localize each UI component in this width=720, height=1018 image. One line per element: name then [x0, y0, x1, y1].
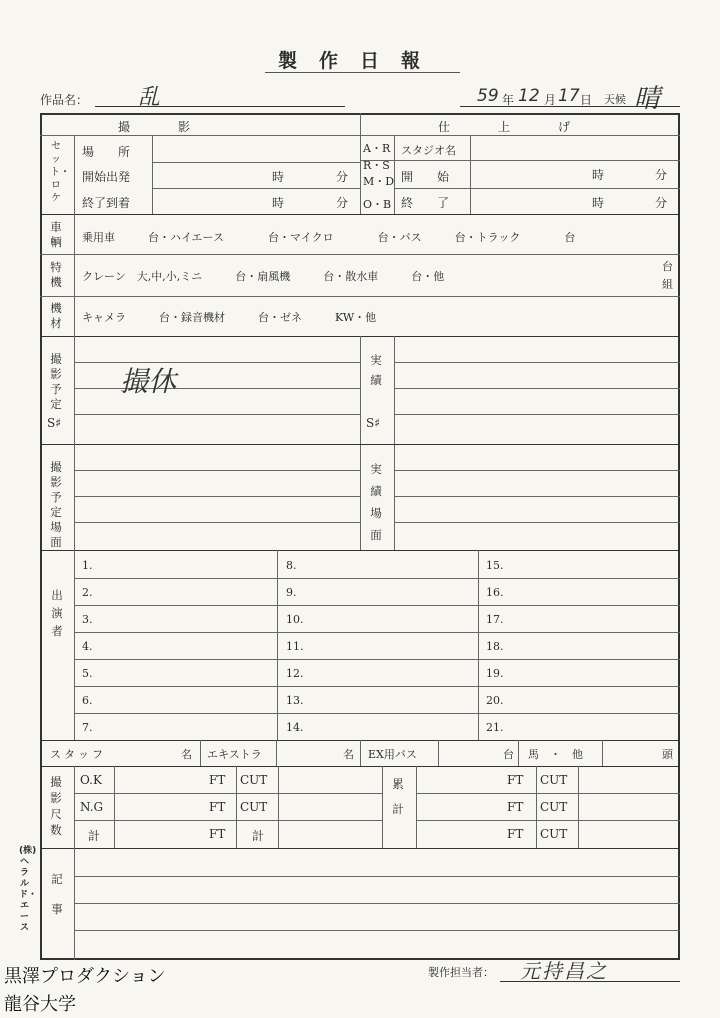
divider: [152, 188, 360, 189]
divider: [74, 713, 680, 714]
divider: [74, 793, 382, 794]
date-month: 12: [518, 86, 540, 106]
divider: [74, 605, 680, 606]
watermark-line-2: 龍谷大学: [4, 994, 76, 1015]
date-year-label: 年: [502, 93, 515, 107]
divider: [74, 848, 75, 960]
ar-label: A・R: [363, 142, 391, 155]
cum-cut-2: CUT: [540, 800, 568, 814]
schedule-label: 撮影予定: [50, 352, 62, 411]
divider: [152, 135, 153, 214]
ok-label: O.K: [80, 773, 102, 787]
cum-ft-2: FT: [507, 800, 524, 814]
ex-bus-label: EX用バス: [368, 748, 417, 761]
divider: [200, 740, 201, 766]
cast-number: 15.: [486, 559, 504, 572]
divider: [394, 336, 395, 550]
cast-number: 7.: [82, 721, 93, 734]
cast-number: 6.: [82, 694, 93, 707]
divider: [602, 740, 603, 766]
cast-number: 16.: [486, 586, 504, 599]
divider: [74, 214, 75, 342]
page-title: 製作日報: [277, 50, 442, 72]
set-loc-label: セット・ロケ: [50, 141, 70, 204]
schedule-handwritten: 撮休: [120, 365, 177, 398]
scenes-actual-label: 実績場面: [370, 462, 382, 542]
ob-label: O・B: [363, 198, 392, 211]
divider: [40, 214, 680, 215]
divider: [40, 848, 680, 849]
divider: [74, 686, 680, 687]
horse-label: 馬 ・ 他: [528, 748, 583, 761]
divider: [40, 135, 680, 136]
divider: [74, 632, 680, 633]
cast-label: 出 演 者: [51, 588, 75, 638]
divider: [416, 766, 417, 848]
divider: [394, 388, 680, 389]
extras-name-unit: 名: [343, 748, 354, 761]
finish-end-hour: 時: [592, 196, 605, 210]
cast-number: 5.: [82, 667, 93, 680]
divider: [394, 496, 680, 497]
finish-start-minute: 分: [655, 168, 668, 182]
finish-end-minute: 分: [655, 196, 668, 210]
cum-ft-1: FT: [507, 773, 524, 787]
cum-ft-3: FT: [507, 827, 524, 841]
cast-number: 3.: [82, 613, 93, 626]
manager-underline: [500, 981, 680, 982]
divider: [360, 160, 680, 161]
studio-label: スタジオ名: [401, 144, 456, 157]
ng-ft: FT: [209, 800, 226, 814]
watermark-line-1: 黒澤プロダクション: [4, 966, 166, 987]
divider: [394, 362, 680, 363]
cast-number: 12.: [286, 667, 304, 680]
work-name-value: 乱: [138, 85, 161, 110]
special-equipment-unit: 台 組: [662, 260, 673, 291]
divider: [470, 135, 471, 214]
cast-number: 20.: [486, 694, 504, 707]
cast-number: 8.: [286, 559, 297, 572]
finish-start-hour: 時: [592, 168, 605, 182]
end-hour-label: 時: [272, 196, 285, 210]
cast-number: 19.: [486, 667, 504, 680]
extras-label: エキストラ: [207, 748, 262, 761]
divider: [74, 496, 360, 497]
divider: [360, 113, 361, 214]
date-month-label: 月: [544, 93, 557, 107]
divider: [536, 766, 537, 848]
actual-label: 実 績: [370, 353, 394, 387]
place-label: 場 所: [82, 145, 131, 159]
company-name: (株)ヘラルド・エース: [19, 846, 38, 933]
equipment-label: 機材: [50, 301, 62, 330]
finishing-header: 仕 上 げ: [438, 120, 571, 134]
divider: [360, 740, 361, 766]
divider: [74, 578, 680, 579]
total-label: 計: [88, 829, 101, 843]
divider: [382, 766, 383, 848]
cum-cut-3: CUT: [540, 827, 568, 841]
divider: [578, 766, 579, 848]
end-minute-label: 分: [336, 196, 349, 210]
divider: [394, 414, 680, 415]
divider: [40, 254, 680, 255]
total-ft: FT: [209, 827, 226, 841]
total-sub-label: 計: [252, 829, 265, 843]
divider: [278, 766, 279, 848]
divider: [276, 740, 277, 766]
cast-number: 17.: [486, 613, 504, 626]
vehicles-label: 車輌: [50, 220, 62, 249]
divider: [40, 296, 680, 297]
cast-number: 10.: [286, 613, 304, 626]
date-year: 59: [477, 86, 499, 106]
divider: [74, 876, 680, 877]
divider: [74, 522, 360, 523]
divider: [74, 388, 360, 389]
ok-ft: FT: [209, 773, 226, 787]
divider: [518, 740, 519, 766]
work-name-underline: [95, 106, 345, 107]
special-equipment-label: 特機: [50, 260, 62, 289]
schedule-s-label: S♯: [47, 416, 62, 430]
date-day: 17: [558, 86, 580, 106]
head-unit: 頭: [662, 748, 673, 761]
cast-number: 11.: [286, 640, 304, 653]
divider: [74, 444, 75, 550]
divider: [236, 766, 237, 848]
end-arrive-label: 終了到着: [82, 196, 131, 210]
divider: [114, 766, 115, 848]
staff-label: スタッフ: [50, 748, 106, 761]
staff-name-unit: 名: [181, 748, 192, 761]
cast-number: 9.: [286, 586, 297, 599]
divider: [416, 793, 680, 794]
start-depart-label: 開始出発: [82, 170, 131, 184]
notes-label: 記 事: [51, 872, 75, 916]
divider: [40, 444, 680, 445]
divider: [74, 930, 680, 931]
manager-value: 元持昌之: [520, 959, 608, 983]
equipment-text: キャメラ 台・録音機材 台・ゼネ KW・他: [82, 311, 377, 324]
divider: [416, 820, 680, 821]
divider: [394, 470, 680, 471]
work-name-label: 作品名：: [40, 93, 89, 107]
divider: [74, 362, 360, 363]
divider: [74, 903, 680, 904]
finish-end-label: 終 了: [401, 196, 450, 210]
divider: [394, 135, 395, 214]
divider: [74, 820, 382, 821]
bus-unit: 台: [503, 748, 514, 761]
divider: [360, 336, 361, 550]
divider: [152, 162, 360, 163]
cast-number: 18.: [486, 640, 504, 653]
divider: [74, 659, 680, 660]
weather-label: 天候: [604, 93, 626, 106]
footage-label: 撮影尺数: [50, 775, 62, 837]
divider: [40, 766, 680, 767]
special-equipment-text: クレーン 大,中,小,ミニ 台・扇風機 台・散水車 台・他: [82, 270, 445, 283]
cast-number: 21.: [486, 721, 504, 734]
cum-cut-1: CUT: [540, 773, 568, 787]
cast-number: 14.: [286, 721, 304, 734]
divider: [438, 740, 439, 766]
cast-number: 2.: [82, 586, 93, 599]
ok-cut: CUT: [240, 773, 268, 787]
divider: [74, 135, 75, 214]
manager-label: 製作担当者：: [428, 966, 494, 979]
date-underline: [460, 106, 680, 107]
divider: [40, 550, 680, 551]
divider: [74, 766, 75, 848]
finish-start-label: 開 始: [401, 170, 450, 184]
actual-s-label: S♯: [366, 416, 381, 430]
shooting-header: 撮 影: [118, 120, 191, 134]
divider: [74, 414, 360, 415]
divider: [74, 336, 75, 444]
rs-md-label: R・S M・D: [363, 159, 395, 188]
divider: [394, 188, 680, 189]
cast-number: 1.: [82, 559, 93, 572]
ng-label: N.G: [80, 800, 104, 814]
cumulative-label: 累 計: [392, 777, 416, 816]
date-day-label: 日: [580, 93, 593, 107]
start-hour-label: 時: [272, 170, 285, 184]
weather-value: 晴: [634, 84, 661, 114]
start-minute-label: 分: [336, 170, 349, 184]
vehicles-text: 乗用車 台・ハイエース 台・マイクロ 台・バス 台・トラック 台: [82, 231, 576, 244]
title-underline: [265, 72, 460, 73]
divider: [74, 470, 360, 471]
cast-number: 13.: [286, 694, 304, 707]
scenes-label: 撮影予定場面: [50, 460, 62, 549]
ng-cut: CUT: [240, 800, 268, 814]
divider: [394, 522, 680, 523]
cast-number: 4.: [82, 640, 93, 653]
